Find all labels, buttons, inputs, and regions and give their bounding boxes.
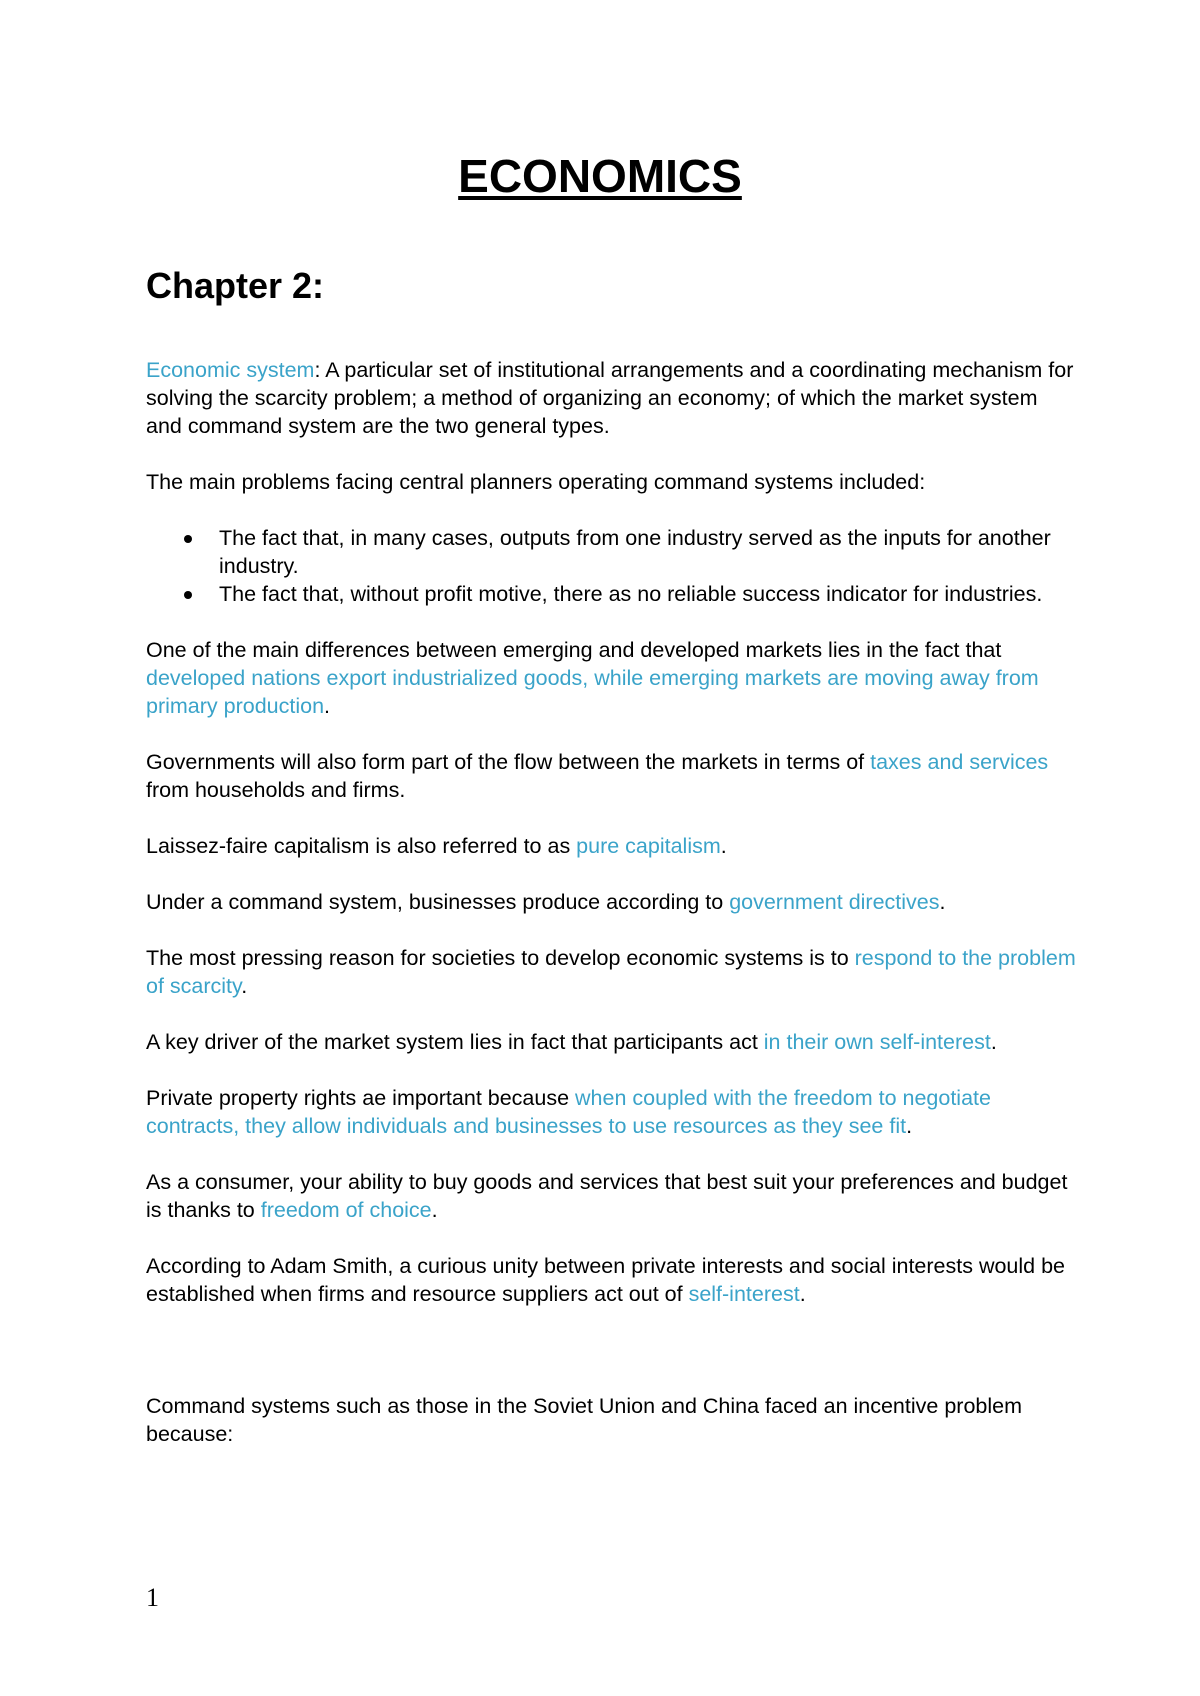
paragraph-text: Private property rights ae important because [146, 1086, 576, 1110]
list-item-text: The fact that, in many cases, outputs from one industry served as the inputs for another industry. [219, 526, 1051, 578]
highlighted-answer: pure capitalism [576, 834, 721, 858]
paragraph-text: . [906, 1114, 913, 1138]
highlighted-answer: respond to the problem of scarcity [146, 946, 1076, 998]
paragraph-text: from households and firms. [146, 778, 406, 802]
page-number: 1 [146, 1583, 159, 1612]
bullet-icon [184, 591, 192, 599]
paragraph-text: The main problems facing central planners operating command systems included: [146, 470, 926, 494]
paragraph-text: . [431, 1198, 438, 1222]
paragraph-text: Laissez-faire capitalism is also referred to as [146, 834, 577, 858]
bullet-list [146, 524, 1076, 608]
spacer [146, 1336, 1076, 1392]
paragraph-laissez-faire [146, 832, 1076, 860]
highlighted-answer: developed nations export industrialized goods, while emerging markets are moving away from primary production [146, 666, 1039, 718]
paragraph-text: According to Adam Smith, a curious unity between private interests and social interests would be established when firms and resource suppliers act out of [146, 1254, 1066, 1306]
list-item [146, 580, 1076, 608]
paragraph-text: One of the main differences between emerging and developed markets lies in the fact that [146, 638, 1002, 662]
chapter-heading: Chapter 2: [146, 265, 325, 306]
paragraph-governments [146, 748, 1076, 804]
highlighted-answer: taxes and services [870, 750, 1049, 774]
paragraph-consumer [146, 1168, 1076, 1224]
paragraph-pressing-reason [146, 944, 1076, 1000]
paragraph-text: Governments will also form part of the flow between the markets in terms of [146, 750, 871, 774]
list-item [146, 524, 1076, 580]
highlighted-answer: government directives [729, 890, 940, 914]
document-body [146, 356, 1076, 1476]
paragraph-command-system [146, 888, 1076, 916]
paragraph-incentive-problem: Command systems such as those in the Soviet Union and China faced an incentive problem because: [146, 1394, 1022, 1446]
paragraph-adam-smith [146, 1252, 1076, 1308]
highlighted-answer: in their own self-interest [763, 1030, 991, 1054]
paragraph-property-rights [146, 1084, 1076, 1140]
list-item-text: The fact that, without profit motive, there as no reliable success indicator for industries. [219, 582, 1043, 606]
document-title: ECONOMICS [458, 150, 742, 202]
paragraph-text: A key driver of the market system lies in fact that participants act [146, 1030, 764, 1054]
paragraph-economic-system [146, 356, 1076, 440]
paragraph-text: . [799, 1282, 806, 1306]
paragraph-text: . [324, 694, 331, 718]
highlighted-answer: when coupled with the freedom to negotiate contracts, they allow individuals and businesses to use resources as they see fit [146, 1086, 991, 1138]
paragraph-text: . [939, 890, 946, 914]
bullet-icon [184, 535, 192, 543]
paragraph-text: . [720, 834, 727, 858]
highlighted-term: Economic system [146, 358, 315, 382]
paragraph-text: : A particular set of institutional arrangements and a coordinating mechanism for solving the scarcity problem; a method of organizing an economy; of which the market system and command system are the two general types. [146, 358, 1074, 438]
paragraph-markets [146, 636, 1076, 720]
paragraph-key-driver [146, 1028, 1076, 1056]
highlighted-answer: self-interest [688, 1282, 800, 1306]
paragraph-text: The most pressing reason for societies to develop economic systems is to [146, 946, 855, 970]
paragraph-text: Under a command system, businesses produce according to [146, 890, 730, 914]
paragraph-text: . [241, 974, 248, 998]
paragraph-text: As a consumer, your ability to buy goods and services that best suit your preferences and budget is thanks to [146, 1170, 1068, 1222]
paragraph-text: . [990, 1030, 997, 1054]
highlighted-answer: freedom of choice [260, 1198, 432, 1222]
